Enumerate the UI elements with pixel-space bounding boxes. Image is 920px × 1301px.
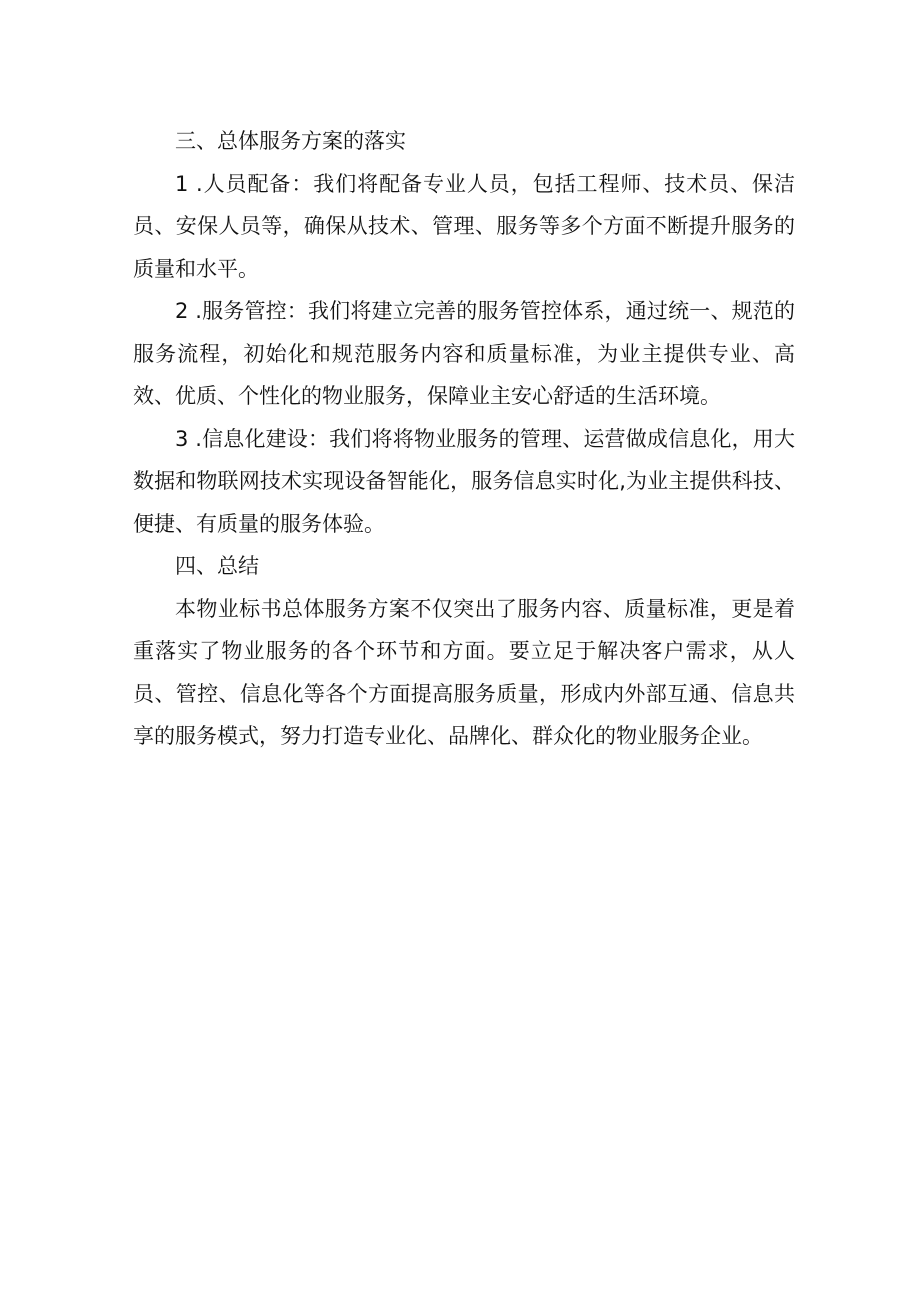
paragraph-staffing: 1 .人员配备：我们将配备专业人员，包括工程师、技术员、保洁员、安保人员等，确保从技术、管理、服务等多个方面不断提升服务的质量和水平。 — [133, 171, 795, 281]
paragraph-summary: 本物业标书总体服务方案不仅突出了服务内容、质量标准，更是着重落实了物业服务的各个环节和方面。要立足于解决客户需求，从人员、管控、信息化等各个方面提高服务质量，形成内外部互通、信息共享的服务模式，努力打造专业化、品牌化、群众化的物业服务企业。 — [133, 596, 795, 748]
section-heading-implementation: 三、总体服务方案的落实 — [175, 129, 406, 153]
section-heading-summary: 四、总结 — [175, 554, 259, 578]
paragraph-service-control: 2 .服务管控：我们将建立完善的服务管控体系，通过统一、规范的服务流程，初始化和规范服务内容和质量标准，为业主提供专业、高效、优质、个性化的物业服务，保障业主安心舒适的生活环境。 — [133, 299, 795, 408]
paragraph-informatization: 3 .信息化建设：我们将将物业服务的管理、运营做成信息化，用大数据和物联网技术实现设备智能化，服务信息实时化,为业主提供科技、便捷、有质量的服务体验。 — [133, 426, 795, 536]
document-body — [133, 120, 795, 758]
